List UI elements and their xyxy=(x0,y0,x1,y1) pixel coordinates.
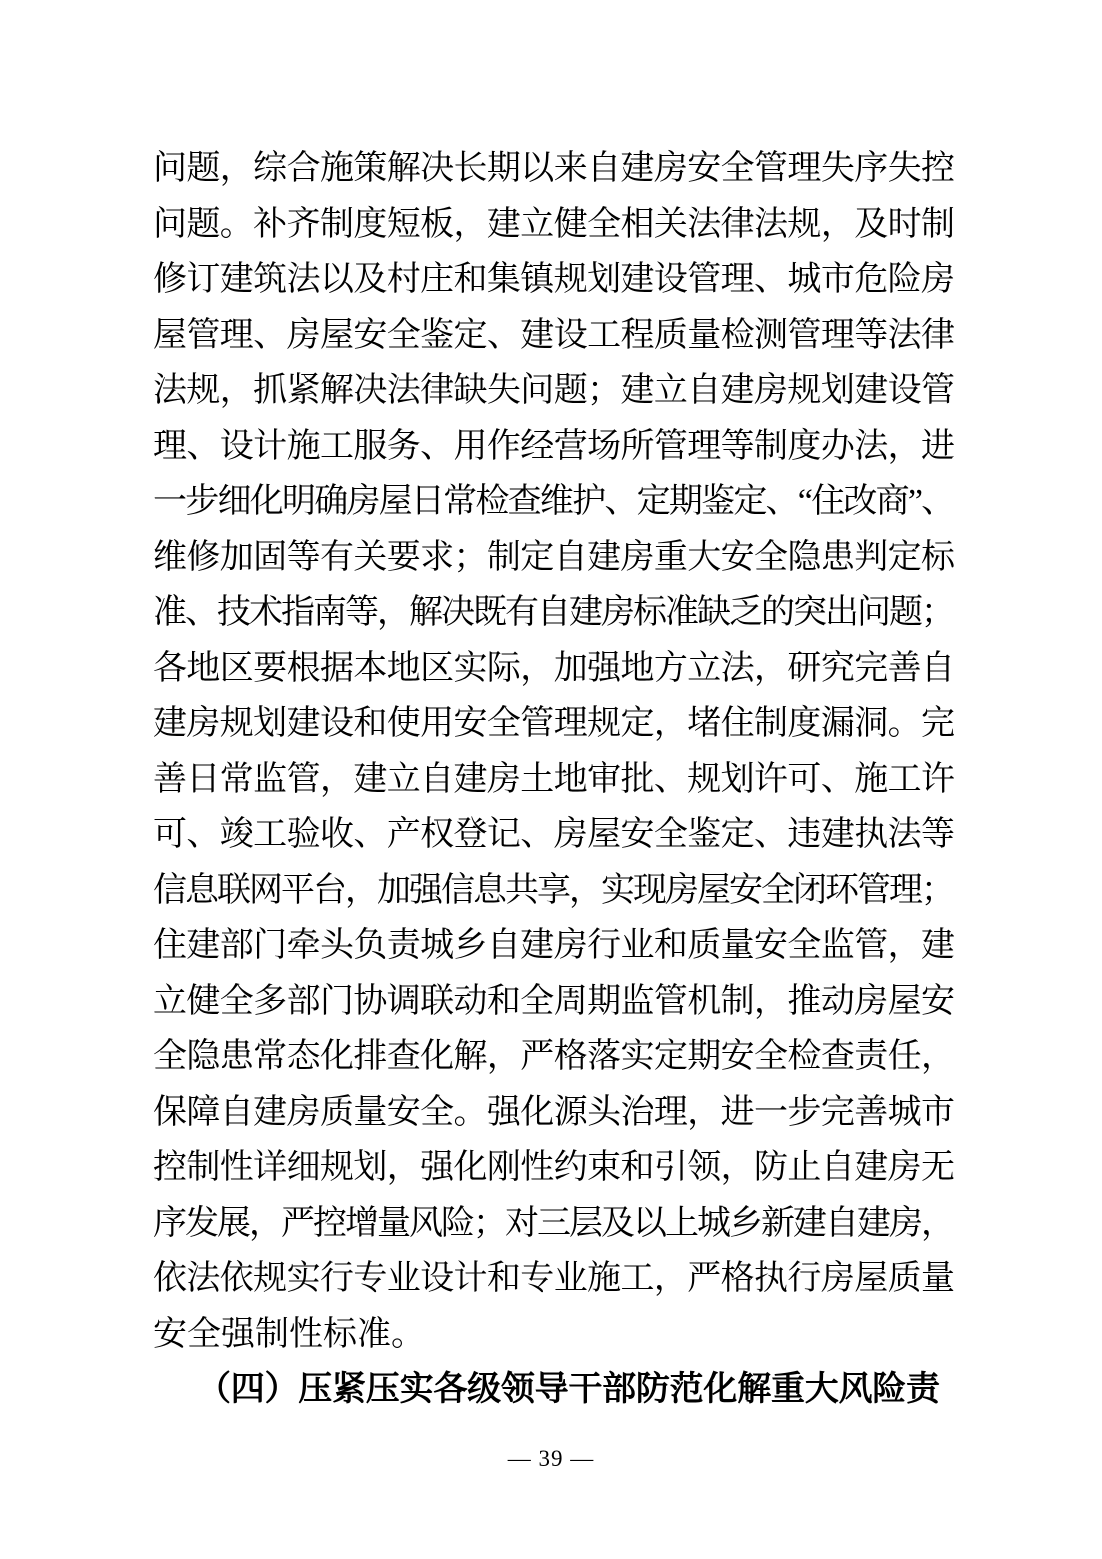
body-line: 问题。补齐制度短板，建立健全相关法律法规，及时制 xyxy=(153,205,955,243)
body-line: 住建部门牵头负责城乡自建房行业和质量安全监管，建 xyxy=(153,927,955,964)
body-line: 立健全多部门协调联动和全周期监管机制，推动房屋安 xyxy=(153,982,955,1020)
body-line: 修订建筑法以及村庄和集镇规划建设管理、城市危险房 xyxy=(153,261,955,298)
body-line: 善日常监管，建立自建房土地审批、规划许可、施工许 xyxy=(153,760,955,798)
body-line: 保障自建房质量安全。强化源头治理，进一步完善城市 xyxy=(153,1093,955,1131)
body-line: 依法依规实行专业设计和专业施工，严格执行房屋质量 xyxy=(153,1260,955,1297)
body-line: 准、技术指南等，解决既有自建房标准缺乏的突出问题； xyxy=(153,594,953,631)
body-line: 建房规划建设和使用安全管理规定，堵住制度漏洞。完 xyxy=(153,705,955,742)
body-line: 问题，综合施策解决长期以来自建房安全管理失序失控 xyxy=(153,150,955,187)
body-line: 可、竣工验收、产权登记、房屋安全鉴定、违建执法等 xyxy=(153,816,955,853)
body-line: 维修加固等有关要求；制定自建房重大安全隐患判定标 xyxy=(153,538,955,576)
body-line: 屋管理、房屋安全鉴定、建设工程质量检测管理等法律 xyxy=(153,316,955,354)
section-heading: （四）压紧压实各级领导干部防范化解重大风险责 xyxy=(197,1371,940,1408)
page-number: — 39 — xyxy=(507,1446,595,1471)
body-line: 全隐患常态化排查化解，严格落实定期安全检查责任， xyxy=(153,1038,955,1075)
body-line: 理、设计施工服务、用作经营场所管理等制度办法，进 xyxy=(153,427,955,465)
body-line: 信息联网平台，加强信息共享，实现房屋安全闭环管理； xyxy=(153,871,953,909)
body-text-block xyxy=(153,141,955,1418)
body-line: 法规，抓紧解决法律缺失问题；建立自建房规划建设管 xyxy=(153,372,955,409)
body-line: 控制性详细规划，强化刚性约束和引领，防止自建房无 xyxy=(153,1149,955,1186)
paragraph-end-line: 安全强制性标准。 xyxy=(153,1315,425,1353)
body-line: 序发展，严控增量风险；对三层及以上城乡新建自建房， xyxy=(153,1204,953,1242)
page-footer xyxy=(0,1446,1102,1472)
body-line: 各地区要根据本地区实际，加强地方立法，研究完善自 xyxy=(153,649,955,687)
body-line: 一步细化明确房屋日常检查维护、定期鉴定、“住改商”、 xyxy=(153,483,954,520)
